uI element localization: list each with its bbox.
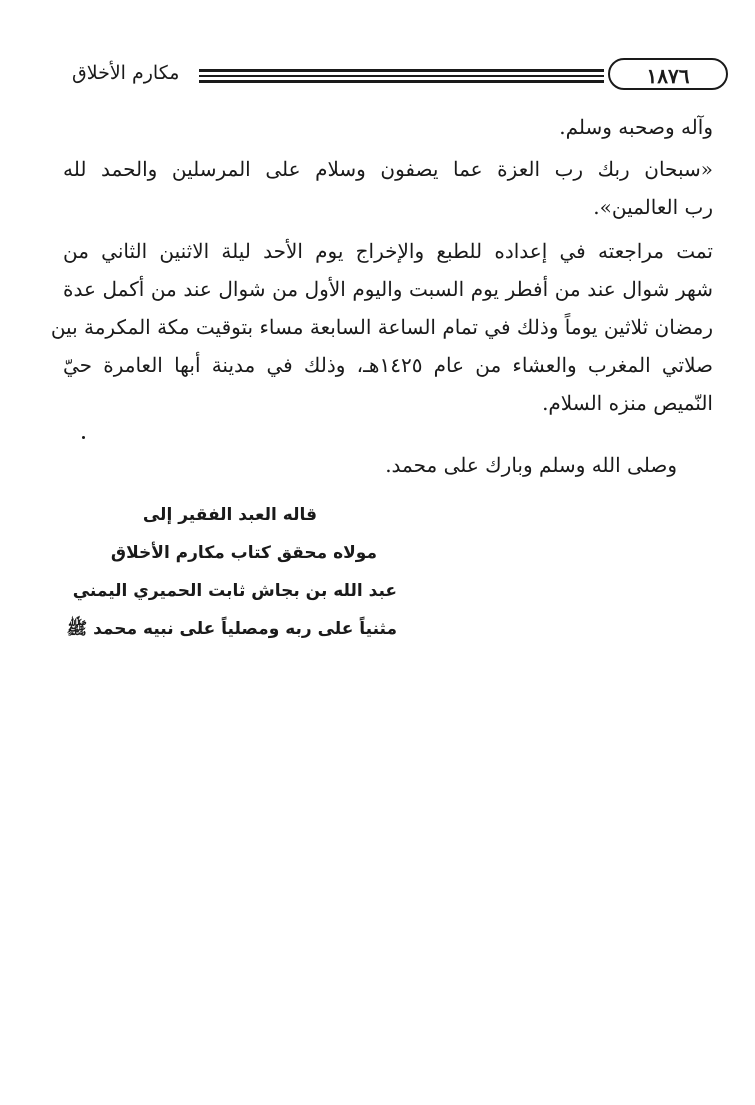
paragraph-quranic-quote xyxy=(63,150,713,226)
text-line: وصلى الله وسلم وبارك على محمد. xyxy=(385,453,677,477)
page-number: ١٨٧٦ xyxy=(608,58,728,90)
text-line: صلاتي المغرب والعشاء من عام ١٤٢٥هـ، وذلك في مدينة أبها العامرة حيّ xyxy=(63,353,714,377)
header-rule xyxy=(199,69,604,83)
text-line: «سبحان ربك رب العزة عما يصفون وسلام على المرسلين والحمد لله xyxy=(63,157,713,181)
signature-line: قاله العبد الفقير إلى xyxy=(142,505,317,525)
text-line: النّميص منزه السلام. xyxy=(542,391,713,415)
signature-line: عبد الله بن بجاش ثابت الحميري اليمني xyxy=(72,581,397,601)
text-line: رب العالمين». xyxy=(593,195,713,219)
text-line: شهر شوال عند من أفطر يوم السبت واليوم الأول من شوال عند من أكمل عدة xyxy=(63,277,713,301)
text-line: تمت مراجعته في إعداده للطبع والإخراج يوم الأحد ليلة الاثنين الثاني من xyxy=(63,239,713,263)
paragraph-closing-salutation xyxy=(63,108,713,146)
running-header-title: مكارم الأخلاق xyxy=(72,62,180,84)
paragraph-completion-note xyxy=(50,232,714,422)
signature-line: مولاه محقق كتاب مكارم الأخلاق xyxy=(110,543,377,563)
running-header xyxy=(72,58,732,98)
text-line: رمضان ثلاثين يوماً وذلك في تمام الساعة السابعة مساء بتوقيت مكة المكرمة بين xyxy=(50,315,713,339)
text-line: وآله وصحبه وسلم. xyxy=(559,115,713,139)
signature-line: مثنياً على ربه ومصلياً على نبيه محمد ﷺ xyxy=(66,619,397,639)
stray-dot xyxy=(82,436,85,439)
paragraph-blessing xyxy=(63,446,713,484)
signature-block xyxy=(57,496,397,648)
